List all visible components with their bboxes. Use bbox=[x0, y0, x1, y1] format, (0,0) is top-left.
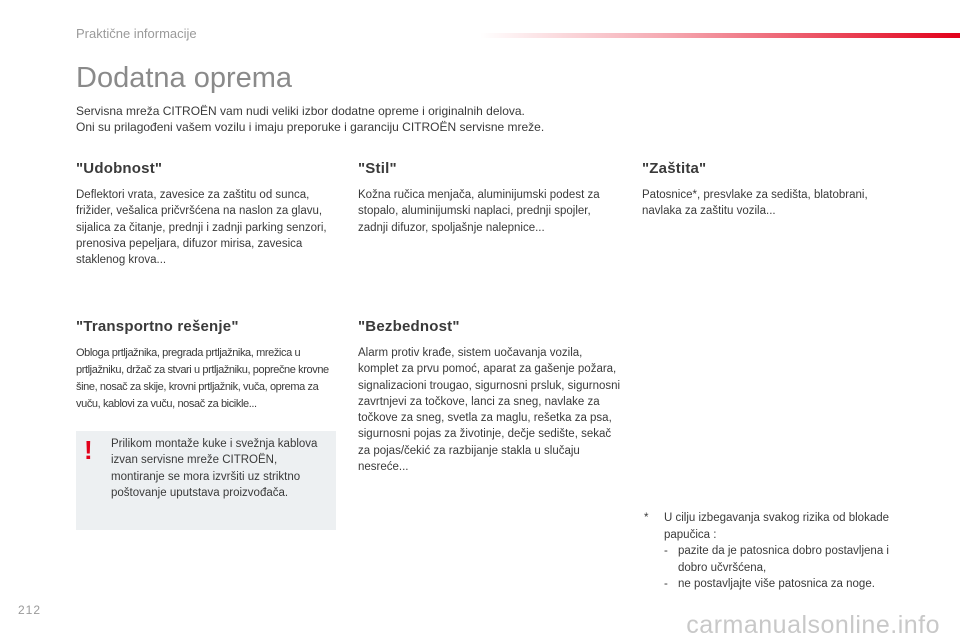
warning-text: Prilikom montaže kuke i svežnja kablova izvan servisne mreže CITROËN, montiranje se mora izvršiti uz striktno poštovanje uputstava proizvođača. bbox=[111, 438, 318, 499]
footnote-item bbox=[664, 543, 914, 576]
footnote bbox=[644, 510, 914, 593]
intro-line: Servisna mreža CITROËN vam nudi veliki izbor dodatne opreme i originalnih delova. bbox=[76, 104, 525, 118]
intro-line: Oni su prilagođeni vašem vozilu i imaju preporuke i garanciju CITROËN servisne mreže. bbox=[76, 120, 545, 134]
section-header-label: Praktične informacije bbox=[76, 26, 197, 41]
page-title: Dodatna oprema bbox=[76, 62, 293, 94]
section-transport-text: Obloga prtljažnika, pregrada prtljažnika, mrežica u prtljažniku, držač za stvari u prtljažniku, poprečne krovne šine, nosač za skije, krovni prtljažnik, vuča, oprema za vuču, kablovi za vuču, nosač za bicikle... bbox=[76, 347, 329, 410]
section-protection-title: "Zaštita" bbox=[642, 160, 707, 177]
warning-box bbox=[76, 431, 336, 530]
bullet-dash: - bbox=[664, 545, 668, 557]
intro-paragraph bbox=[76, 103, 836, 135]
header-accent-bar bbox=[480, 33, 960, 38]
section-transport-title: "Transportno rešenje" bbox=[76, 318, 239, 335]
footnote-item bbox=[664, 576, 914, 593]
footnote-item-text: pazite da je patosnica dobro postavljena i dobro učvršćena, bbox=[678, 545, 889, 574]
watermark: carmanualsonline.info bbox=[686, 611, 940, 639]
section-style-text: Kožna ručica menjača, aluminijumski podest za stopalo, aluminijumski naplaci, prednji spojler, zadnji difuzor, spoljašnje nalepnice... bbox=[358, 189, 600, 234]
bullet-dash: - bbox=[664, 578, 668, 590]
section-protection bbox=[642, 160, 892, 220]
section-protection-text: Patosnice*, presvlake za sedišta, blatobrani, navlaka za zaštitu vozila... bbox=[642, 189, 868, 218]
page-number: 212 bbox=[18, 603, 42, 617]
section-safety-title: "Bezbednost" bbox=[358, 318, 460, 335]
exclamation-icon: ! bbox=[84, 435, 93, 465]
section-safety bbox=[358, 318, 623, 475]
section-style-title: "Stil" bbox=[358, 160, 397, 177]
section-comfort-text: Deflektori vrata, zavesice za zaštitu od sunca, frižider, vešalica pričvršćena na naslon za glavu, sijalica za čitanje, prednji i zadnji parking senzori, prenosiva pepeljara, difuzor mirisa, zavesica staklenog krova... bbox=[76, 189, 327, 267]
section-style bbox=[358, 160, 623, 236]
section-safety-text: Alarm protiv krađe, sistem uočavanja vozila, komplet za prvu pomoć, aparat za gašenje požara, signalizacioni trougao, sigurnosni prsluk, sigurnosni zavrtnjevi za točkove, lanci za sneg, navlake za točkove za sneg, svetla za maglu, rešetka za psa, sigurnosni pojas za životinje, dečje sedište, sekač za pojas/čekić za razbijanje stakla u slučaju nesreće... bbox=[358, 347, 621, 474]
section-comfort-title: "Udobnost" bbox=[76, 160, 163, 177]
footnote-item-text: ne postavljajte više patosnica za noge. bbox=[678, 578, 875, 590]
footnote-marker: * bbox=[644, 512, 649, 524]
section-comfort bbox=[76, 160, 338, 268]
section-transport bbox=[76, 318, 338, 413]
footnote-intro: U cilju izbegavanja svakog rizika od blokade papučica : bbox=[664, 512, 890, 541]
